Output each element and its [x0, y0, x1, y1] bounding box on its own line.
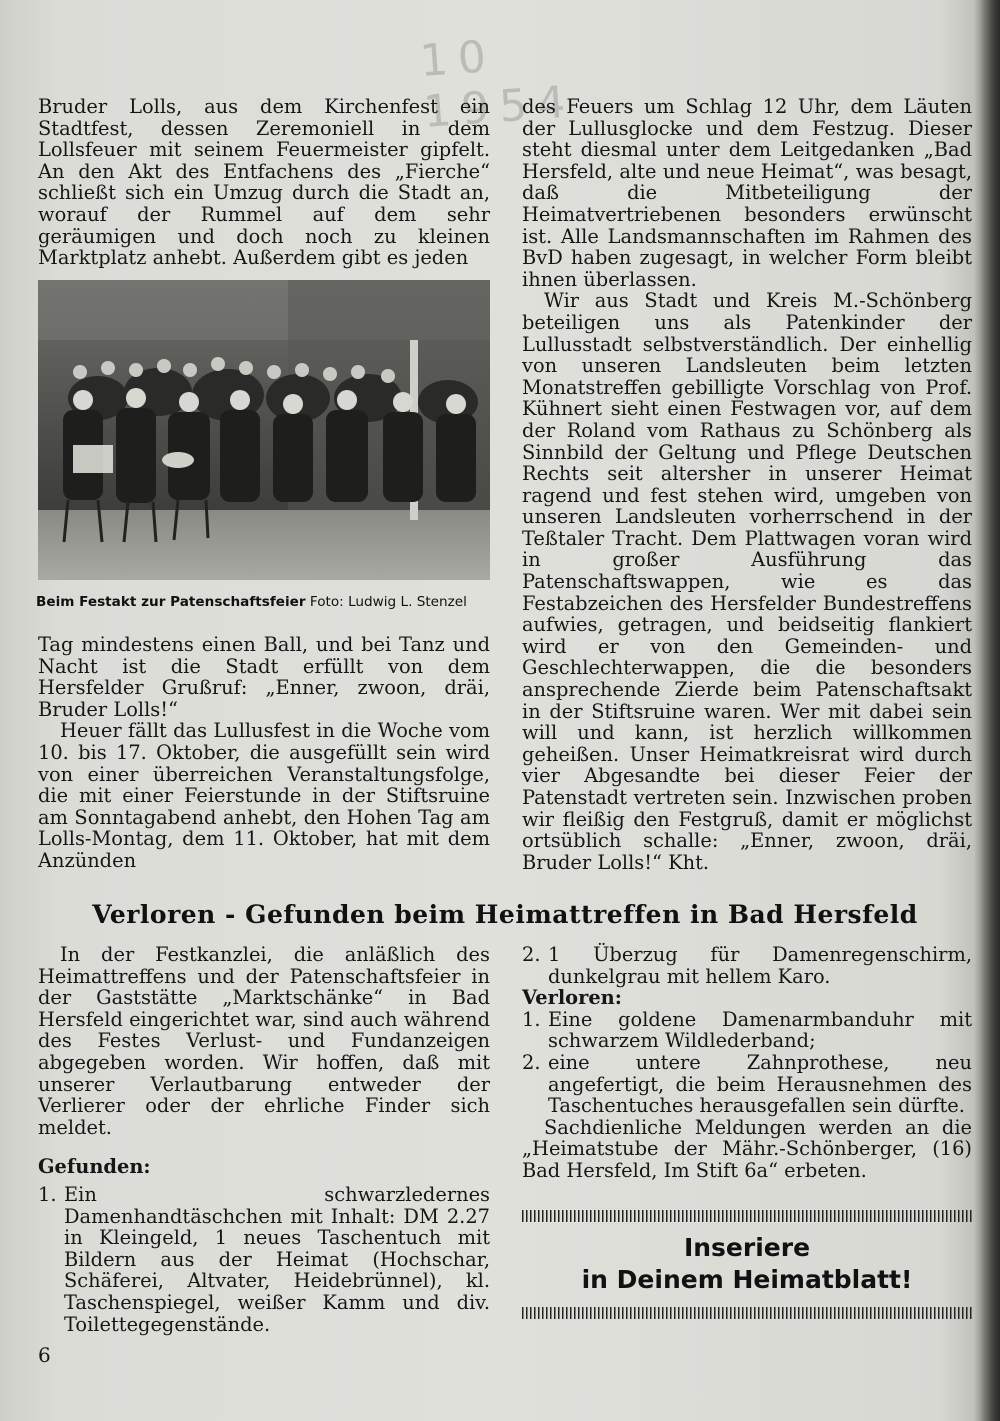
lost-item: [522, 1052, 972, 1117]
found-item-number: 2.: [522, 943, 541, 966]
article-paragraph: Bruder Lolls, aus dem Kirchenfest ein Stadtfest, dessen Zeremoniell in dem Lollsfeuer mit seinem Feuermeister gipfelt. An den Akt des Entfachens des „Fierche“ schließt sich ein Umzug durch die Stadt an, worauf der Rummel auf dem sehr geräumigen und doch noch zu kleinen Marktplatz anhebt. Außerdem gibt es jeden: [38, 95, 490, 270]
article-paragraph: Wir aus Stadt und Kreis M.-Schönberg beteiligen uns als Patenkinder der Lullusstadt selbstverständlich. Der einhellig von unseren Landsleuten beim letzten Monatstreffen gebilligte Vorschlag von Prof. Kühnert sieht einen Festwagen vor, auf dem der Roland vom Rathaus zu Schönberg als Sinnbild der Geltung und Pflege Deutschen Rechts seit altersher in unserer Heimat ragend und fest stehen wird, umgeben von unseren Landsleuten vorherrschend in der Teßtaler Tracht. Dem Plattwagen voran wird in großer Ausführung das Patenschaftswappen, wie es das Festabzeichen des Hersfelder Bundestreffens aufwies, getragen, und beidseitig flankiert wird er von den Gemeinden- und Geschlechterwappen, die die besonders ansprechende Zierde beim Patenschaftsakt in der Stiftsruine waren. Wer mit dabei sein will und kann, ist herzlich willkommen geheißen. Unser Heimatkreisrat wird durch vier Abgesandte bei dieser Feier der Patenstadt vertreten sein. Inzwischen proben wir fleißig den Festgruß, damit er möglichst ortsüblich schalle: „Enner, zwoon, dräi, Bruder Lolls!“ Kht.: [522, 289, 972, 874]
festakt-photo: [38, 280, 490, 580]
found-item: [38, 1184, 490, 1335]
lost-item-text: eine untere Zahnprothese, neu angefertigt, die beim Herausnehmen des Taschentuches herausgefallen sein dürfte.: [548, 1050, 972, 1118]
advertisement-box: [522, 1232, 972, 1296]
lost-item-text: Eine goldene Damenarmbanduhr mit schwarzem Wildlederband;: [548, 1007, 972, 1053]
article-column-left-mid: [38, 634, 490, 872]
page-number: 6: [38, 1343, 51, 1367]
found-item-number: 1.: [38, 1182, 57, 1206]
lost-found-column-right: [522, 944, 972, 1182]
photo-caption-title: Beim Festakt zur Patenschaftsfeier: [36, 594, 306, 610]
ad-border-bottom: [522, 1307, 972, 1319]
article-column-right: [522, 96, 972, 873]
lost-found-closing: Sachdienliche Meldungen werden an die „Heimatstube der Mähr.-Schönberger, (16) Bad Hersfeld, Im Stift 6a“ erbeten.: [522, 1115, 972, 1182]
article-paragraph: des Feuers um Schlag 12 Uhr, dem Läuten der Lullusglocke und dem Festzug. Dieser steht diesmal unter dem Leitgedanken „Bad Hersfeld, alte und neue Heimat“, was besagt, daß die Mitbeteiligung der Heimatvertriebenen besonders erwünscht ist. Alle Landsmannschaften im Rahmen des BvD haben zugesagt, in welcher Form bleibt ihnen überlassen.: [522, 95, 972, 291]
found-item: [522, 944, 972, 987]
binding-shadow: [974, 0, 1000, 1421]
crowd-photo-image: [38, 280, 490, 580]
found-heading: Gefunden:: [38, 1155, 151, 1179]
ad-line-1: Inseriere: [683, 1233, 811, 1262]
lost-item-number: 2.: [522, 1050, 541, 1074]
date-stamp: 10 1954: [418, 30, 577, 138]
article-column-left-top: [38, 96, 490, 269]
article-paragraph: Heuer fällt das Lullusfest in die Woche vom 10. bis 17. Oktober, die ausgefüllt sein wird von einer überreichen Veranstaltungsfolge, die mit einer Feierstunde in der Stiftsruine am Sonntagabend anhebt, den Hohen Tag am Lolls-Montag, dem 11. Oktober, hat mit dem Anzünden: [38, 719, 490, 872]
photo-credit: Foto: Ludwig L. Stenzel: [309, 594, 467, 610]
found-item-text: 1 Überzug für Damenregenschirm, dunkelgrau mit hellem Karo.: [548, 943, 972, 988]
photo-caption: [36, 594, 496, 610]
ad-line-2: in Deinem Heimatblatt!: [581, 1265, 913, 1294]
article-paragraph: Tag mindestens einen Ball, und bei Tanz und Nacht ist die Stadt erfüllt von dem Hersfelder Grußruf: „Enner, zwoon, dräi, Bruder Lolls!“: [38, 633, 490, 721]
ad-border-top: [522, 1210, 972, 1222]
lost-item-number: 1.: [522, 1007, 541, 1031]
lost-found-intro: In der Festkanzlei, die anläßlich des Heimattreffens und der Patenschaftsfeier in der Gaststätte „Marktschänke“ in Bad Hersfeld eingerichtet war, sind auch während des Festes Verlust- und Fundanzeigen abgegeben worden. Wir hoffen, daß mit unserer Verlautbarung entweder der Verlierer oder der ehrliche Finder sich meldet.: [38, 943, 490, 1139]
lost-heading: Verloren:: [522, 986, 622, 1010]
lost-item: [522, 1009, 972, 1052]
lost-found-column-left: [38, 944, 490, 1335]
lost-found-headline: Verloren - Gefunden beim Heimattreffen in Bad Hersfeld: [92, 900, 918, 929]
found-item-text: Ein schwarzledernes Damenhandtäschchen mit Inhalt: DM 2.27 in Kleingeld, 1 neues Taschentuch mit Bildern aus der Heimat (Hochschar, Schäferei, Altvater, Heidebrünnel), kl. Taschenspiegel, weißer Kamm und div. Toilettegegenstände.: [64, 1182, 490, 1336]
